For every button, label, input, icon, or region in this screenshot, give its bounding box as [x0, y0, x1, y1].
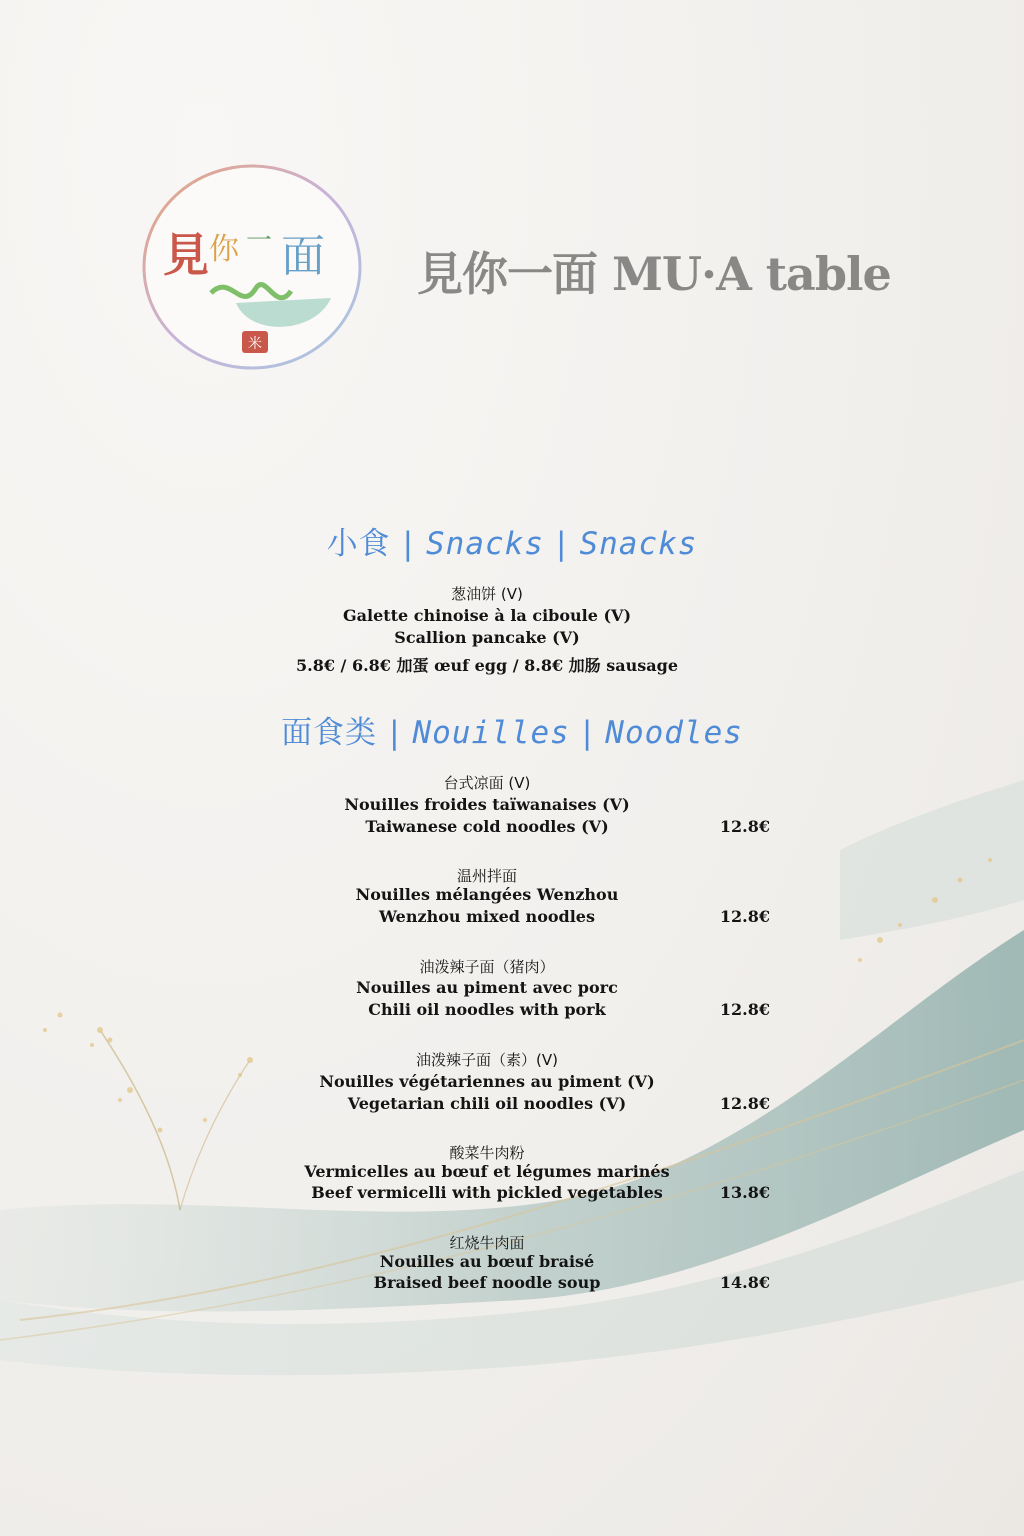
- divider: |: [389, 715, 401, 751]
- svg-text:一: 一: [246, 226, 273, 256]
- menu-item-price: 13.8€: [719, 1183, 770, 1202]
- menu-item-zh: 油泼辣子面（猪肉）: [419, 958, 555, 976]
- menu-item-fr: Nouilles au piment avec porc: [356, 978, 618, 997]
- section-heading-zh: 小食: [326, 526, 391, 562]
- menu-item-en: Wenzhou mixed noodles: [379, 907, 595, 926]
- svg-text:面: 面: [281, 231, 325, 282]
- svg-text:見: 見: [163, 228, 209, 282]
- section-heading-zh: 面食类: [281, 715, 378, 751]
- menu-item-en: Braised beef noodle soup: [373, 1273, 601, 1292]
- menu-item-zh: 酸菜牛肉粉: [449, 1144, 525, 1162]
- menu-item-zh: 油泼辣子面（素）(V): [416, 1051, 558, 1069]
- menu-item-en: Beef vermicelli with pickled vegetables: [311, 1183, 663, 1202]
- menu-item-price: 12.8€: [719, 1094, 770, 1113]
- svg-text:你: 你: [209, 232, 239, 267]
- restaurant-name: 見你一面 MU·A table: [417, 247, 891, 301]
- restaurant-logo: [141, 163, 363, 371]
- divider: |: [402, 526, 415, 562]
- divider: |: [581, 715, 594, 751]
- menu-item-zh: 温州拌面: [456, 867, 517, 885]
- menu-item-zh: 葱油饼 (V): [451, 585, 523, 603]
- section-heading-en: Noodles: [605, 715, 743, 751]
- section-heading-fr: Nouilles: [412, 715, 570, 751]
- section-heading-en: Snacks: [579, 526, 698, 562]
- menu-item-price: 12.8€: [719, 817, 770, 836]
- menu-item-en: Scallion pancake (V): [394, 628, 580, 647]
- menu-item-en: Vegetarian chili oil noodles (V): [347, 1094, 627, 1113]
- menu-item-price: 12.8€: [719, 1000, 770, 1019]
- menu-item-fr: Galette chinoise à la ciboule (V): [342, 606, 632, 625]
- section-heading-snacks: [0, 518, 1024, 563]
- divider: |: [556, 526, 568, 562]
- menu-item-price: 12.8€: [719, 907, 770, 926]
- menu-item-fr: Vermicelles au bœuf et légumes marinés: [304, 1162, 670, 1181]
- menu-item-zh: 红烧牛肉面: [449, 1234, 525, 1252]
- section-heading-fr: Snacks: [426, 526, 544, 562]
- menu-item-en: Taiwanese cold noodles (V): [365, 817, 609, 836]
- menu-item-fr: Nouilles froides taïwanaises (V): [344, 795, 630, 814]
- menu-item-price: 14.8€: [719, 1273, 770, 1292]
- logo-seal: 米: [248, 336, 262, 352]
- menu-item-fr: Nouilles végétariennes au piment (V): [319, 1072, 655, 1091]
- menu-item-en: Chili oil noodles with pork: [368, 1000, 606, 1019]
- menu-item-fr: Nouilles mélangées Wenzhou: [355, 885, 619, 904]
- menu-item-price: 5.8€ / 6.8€ 加蛋 œuf egg / 8.8€ 加肠 sausage: [296, 656, 678, 675]
- section-heading-noodles: [0, 707, 1024, 752]
- menu-item-zh: 台式凉面 (V): [443, 774, 531, 792]
- menu-item-fr: Nouilles au bœuf braisé: [379, 1252, 595, 1271]
